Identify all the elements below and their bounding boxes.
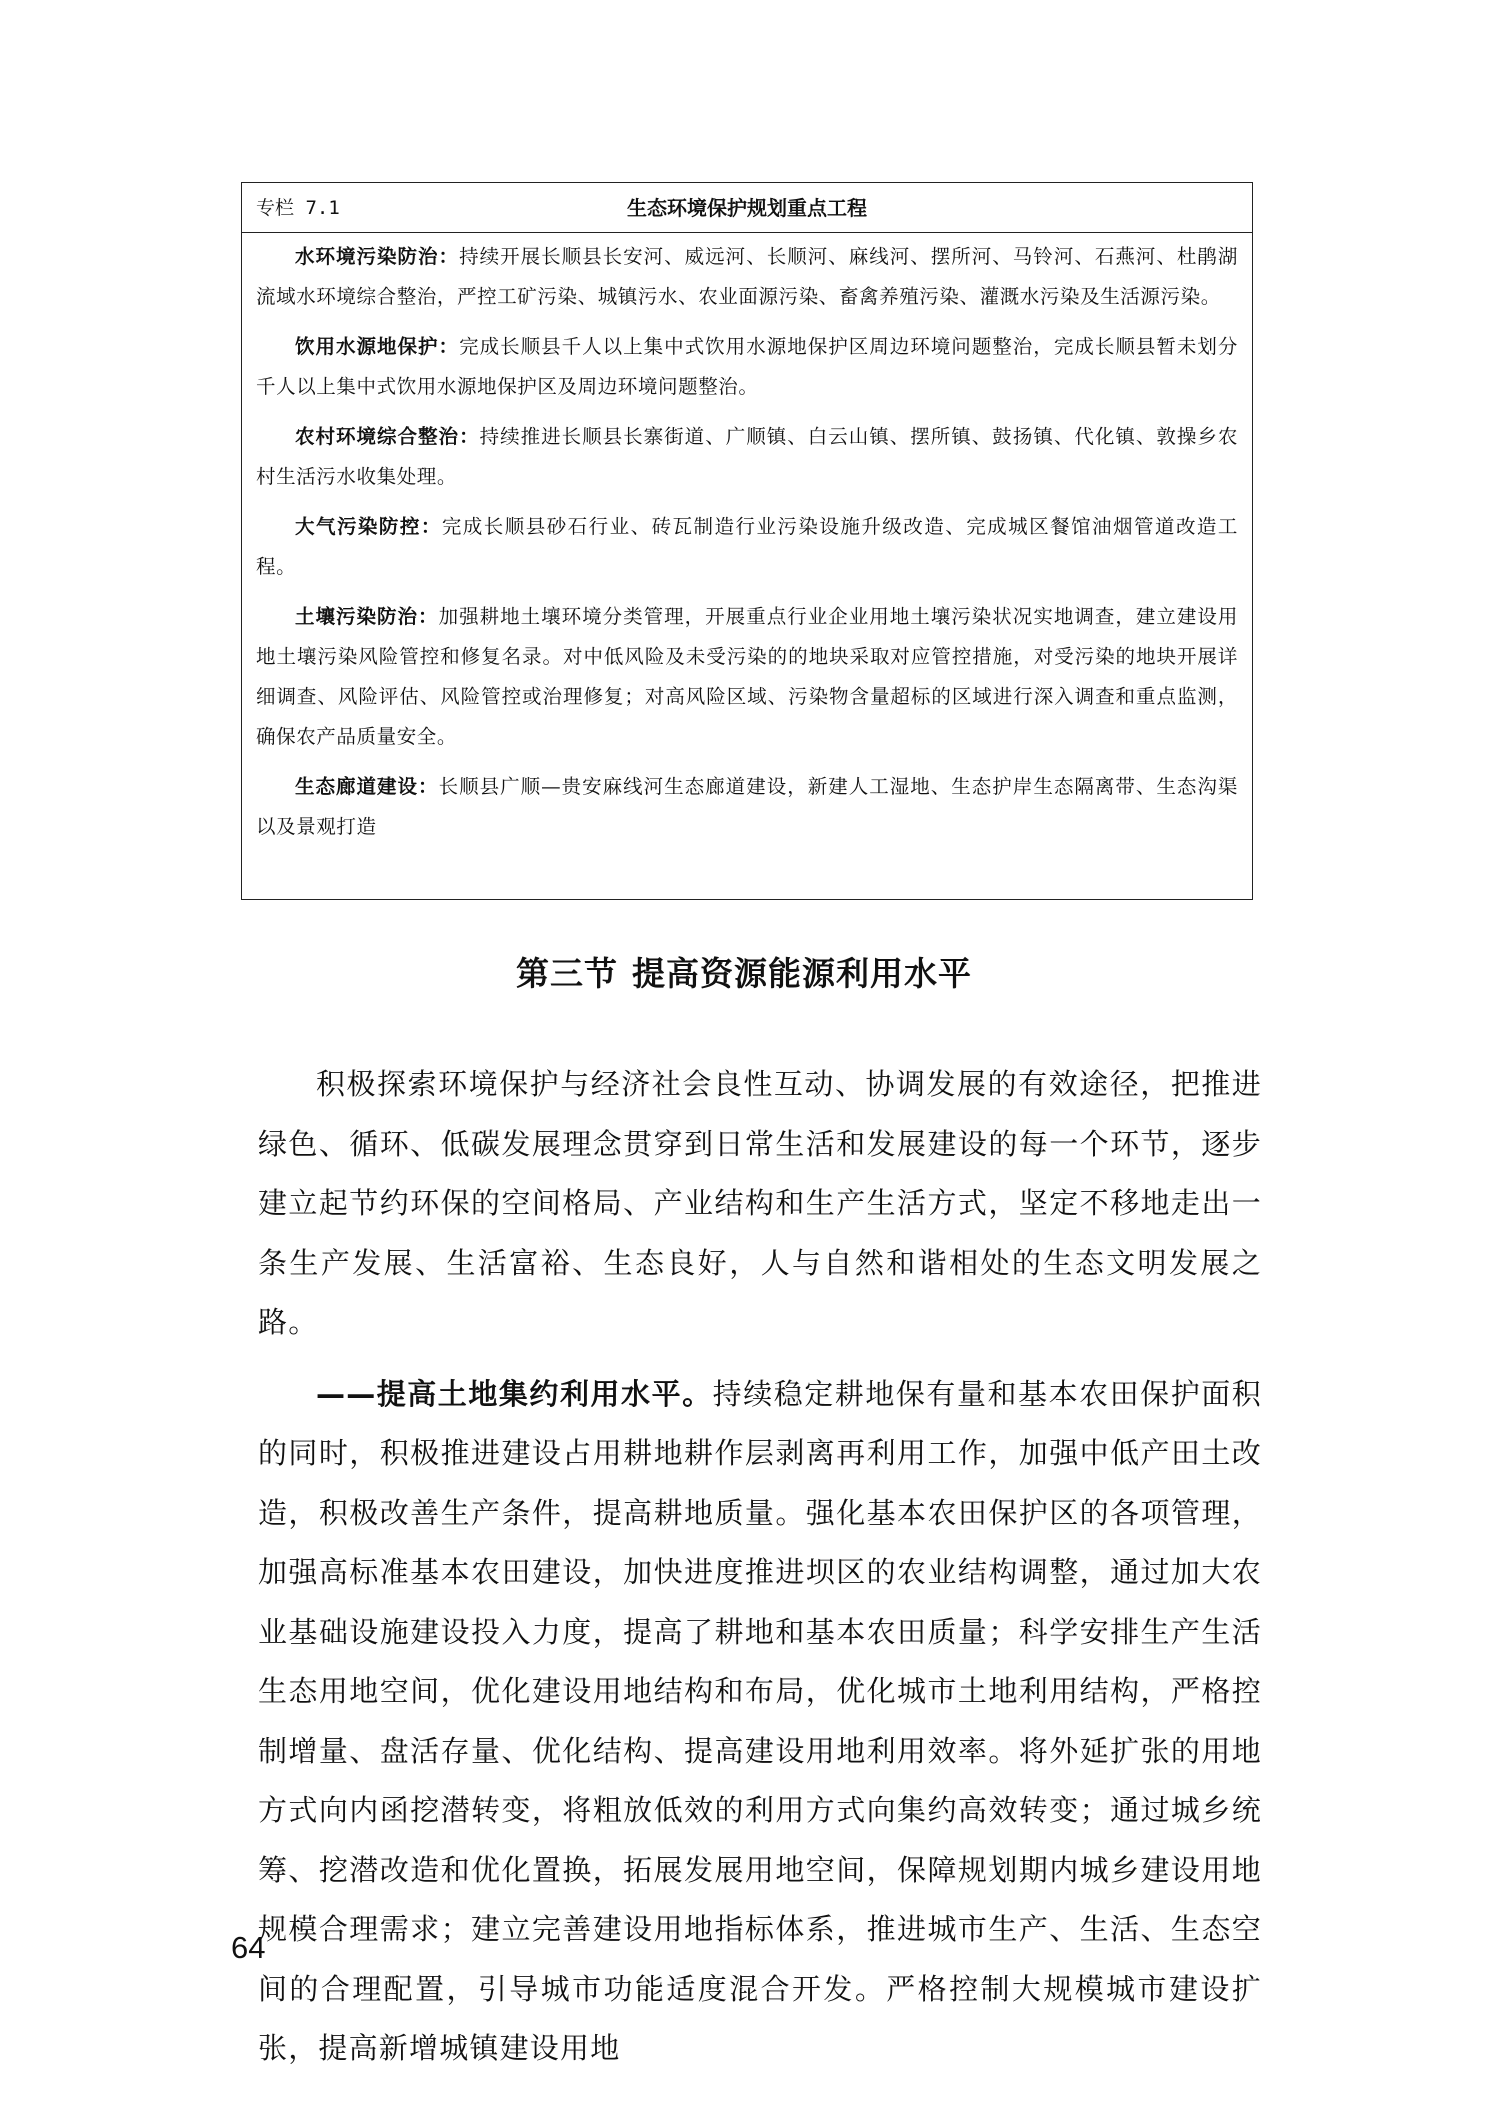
paragraph-lead: ——提高土地集约利用水平。 — [316, 1376, 713, 1411]
box-item-text: 完成长顺县砂石行业、砖瓦制造行业污染设施升级改造、完成城区餐馆油烟管道改造工程。 — [256, 515, 1238, 578]
box-item-water — [256, 237, 1238, 317]
feature-box — [241, 182, 1253, 900]
paragraph — [258, 1055, 1262, 1353]
box-item-term: 水环境污染防治： — [295, 245, 460, 268]
box-item-text: 加强耕地土壤环境分类管理，开展重点行业企业用地土壤污染状况实地调查，建立建设用地土壤污染风险管控和修复名录。对中低风险及未受污染的的地块采取对应管控措施，对受污染的地块开展详细调查、风险评估、风险管控或治理修复；对高风险区域、污染物含量超标的区域进行深入调查和重点监测，确保农产品质量安全。 — [256, 605, 1238, 748]
page-number: 64 — [231, 1930, 266, 1965]
section-title: 提高资源能源利用水平 — [632, 954, 972, 993]
box-item-text: 完成长顺县千人以上集中式饮用水源地保护区周边环境问题整治，完成长顺县暂未划分千人以上集中式饮用水源地保护区及周边环境问题整治。 — [256, 335, 1238, 398]
section-heading — [0, 948, 1488, 995]
feature-box-header — [242, 183, 1252, 233]
feature-box-title: 生态环境保护规划重点工程 — [627, 196, 867, 220]
box-item-text: 持续开展长顺县长安河、威远河、长顺河、麻线河、摆所河、马铃河、石燕河、杜鹃湖流域水环境综合整治，严控工矿污染、城镇污水、农业面源污染、畜禽养殖污染、灌溉水污染及生活源污染。 — [256, 245, 1238, 308]
box-item-text: 持续推进长顺县长寨街道、广顺镇、白云山镇、摆所镇、鼓扬镇、代化镇、敦操乡农村生活污水收集处理。 — [256, 425, 1239, 488]
box-item-text: 长顺县广顺—贵安麻线河生态廊道建设，新建人工湿地、生态护岸生态隔离带、生态沟渠以及景观打造 — [256, 775, 1238, 838]
section-number: 第三节 — [516, 954, 618, 993]
box-item-term: 土壤污染防治： — [295, 605, 439, 628]
paragraph-text: 持续稳定耕地保有量和基本农田保护面积的同时，积极推进建设占用耕地耕作层剥离再利用工作，加强中低产田土改造，积极改善生产条件，提高耕地质量。强化基本农田保护区的各项管理，加强高标准基本农田建设，加快进度推进坝区的农业结构调整，通过加大农业基础设施建设投入力度，提高了耕地和基本农田质量；科学安排生产生活生态用地空间，优化建设用地结构和布局，优化城市土地利用结构，严格控制增量、盘活存量、优化结构、提高建设用地利用效率。将外延扩张的用地方式向内函挖潜转变，将粗放低效的利用方式向集约高效转变；通过城乡统筹、挖潜改造和优化置换，拓展发展用地空间，保障规划期内城乡建设用地规模合理需求；建立完善建设用地指标体系，推进城市生产、生活、生态空间的合理配置，引导城市功能适度混合开发。严格控制大规模城市建设扩张，提高新增城镇建设用地 — [258, 1376, 1262, 2065]
feature-box-label: 专栏 7.1 — [256, 197, 340, 219]
feature-box-body — [242, 233, 1252, 847]
box-item-term: 饮用水源地保护： — [295, 335, 460, 358]
box-item-corridor — [256, 767, 1238, 847]
box-item-drinking-water — [256, 327, 1238, 407]
box-item-term: 农村环境综合整治： — [295, 425, 480, 448]
box-item-term: 生态廊道建设： — [295, 775, 439, 798]
box-item-soil — [256, 597, 1238, 757]
body-text — [258, 1055, 1262, 2091]
paragraph — [258, 1365, 1262, 2079]
paragraph-text: 积极探索环境保护与经济社会良性互动、协调发展的有效途径，把推进绿色、循环、低碳发展理念贯穿到日常生活和发展建设的每一个环节，逐步建立起节约环保的空间格局、产业结构和生产生活方式，坚定不移地走出一条生产发展、生活富裕、生态良好，人与自然和谐相处的生态文明发展之路。 — [258, 1067, 1262, 1339]
box-item-term: 大气污染防控： — [295, 515, 442, 538]
box-item-rural — [256, 417, 1238, 497]
box-item-air — [256, 507, 1238, 587]
